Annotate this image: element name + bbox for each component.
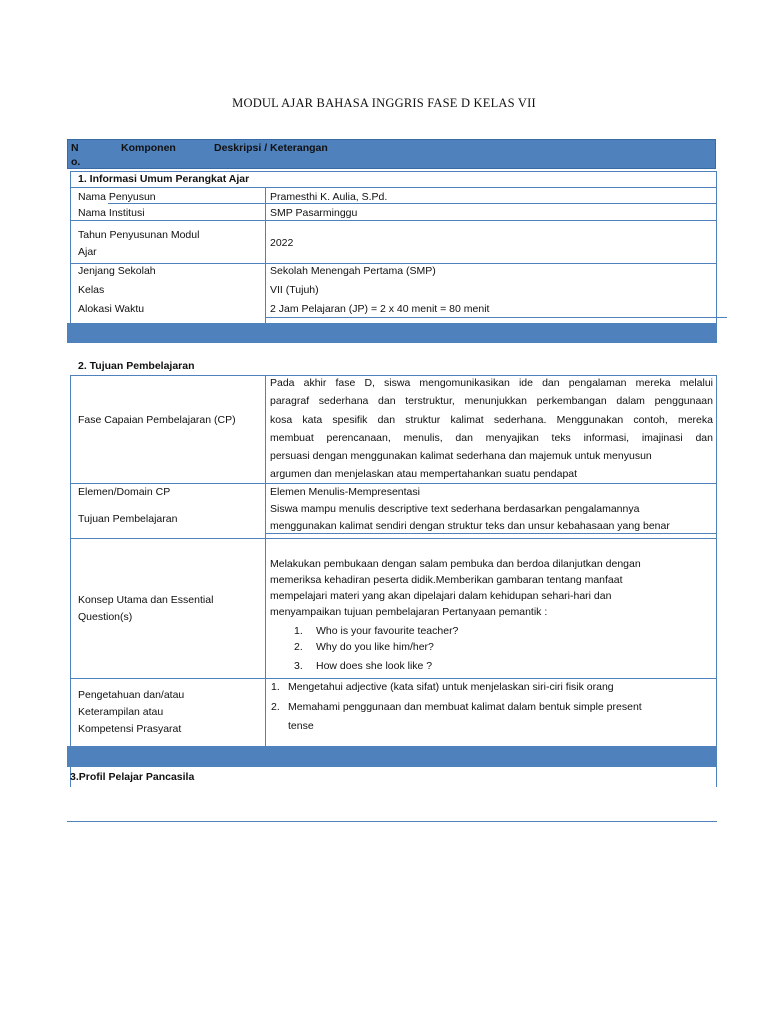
cp-line: membuat perencanaan, menulis, dan menyajikan teks informasi, imajinasi dan	[270, 431, 713, 444]
rule	[716, 375, 717, 746]
cp-line: Pada akhir fase D, siswa mengomunikasikan ide dan pengalaman mereka melalui	[270, 377, 713, 389]
rule	[70, 220, 717, 221]
rule	[70, 678, 717, 679]
cp-line: paragraf sederhana dan terstruktur, menunjukkan perkembangan dalam penggunaan	[270, 395, 713, 408]
header-no-line1: N	[71, 142, 79, 154]
question-text: Why do you like him/her?	[316, 641, 434, 653]
question-number: 1.	[294, 625, 303, 637]
label-nama-penyusun: Nama Penyusun	[78, 191, 156, 203]
document-title: MODUL AJAR BAHASA INGGRIS FASE D KELAS VII	[232, 96, 536, 110]
rule	[265, 317, 727, 318]
table-header	[67, 139, 716, 169]
rule	[716, 767, 717, 787]
konsep-line: memeriksa kehadiran peserta didik.Memberikan gambaran tentang manfaat	[270, 574, 623, 586]
konsep-line: Melakukan pembukaan dengan salam pembuka dan berdoa dilanjutkan dengan	[270, 558, 641, 570]
label-jenjang: Jenjang Sekolah	[78, 265, 156, 277]
value-kelas: VII (Tujuh)	[270, 284, 319, 296]
label-konsep-line1: Konsep Utama dan Essential	[78, 594, 214, 606]
question-text: How does she look like ?	[316, 660, 433, 672]
rule	[70, 375, 71, 746]
prasyarat-number: 2.	[271, 701, 280, 713]
section3-title: 3.Profil Pelajar Pancasila	[70, 771, 195, 783]
prasyarat-item: Mengetahui adjective (kata sifat) untuk menjelaskan siri-ciri fisik orang	[288, 681, 614, 693]
header-no-line2: o.	[71, 156, 81, 168]
value-jenjang: Sekolah Menengah Pertama (SMP)	[270, 265, 436, 277]
rule	[716, 171, 717, 323]
section2-title: 2. Tujuan Pembelajaran	[78, 360, 195, 372]
label-prasyarat-line1: Pengetahuan dan/atau	[78, 689, 185, 701]
label-prasyarat-line3: Kompetensi Prasyarat	[78, 723, 182, 735]
prasyarat-number: 1.	[271, 681, 280, 693]
rule	[70, 538, 717, 539]
header-komponen: Komponen	[121, 142, 176, 154]
rule	[108, 203, 717, 204]
rule	[265, 533, 717, 534]
value-tahun: 2022	[270, 237, 294, 249]
question-text: Who is your favourite teacher?	[316, 625, 459, 637]
value-nama-penyusun: Pramesthi K. Aulia, S.Pd.	[270, 191, 388, 203]
value-elemen: Elemen Menulis-Mempresentasi	[270, 486, 420, 498]
label-nama-institusi: Nama Institusi	[78, 207, 145, 219]
label-tahun-line1: Tahun Penyusunan Modul	[78, 229, 200, 241]
section-divider-bar	[67, 323, 717, 343]
label-konsep-line2: Question(s)	[78, 611, 133, 623]
label-prasyarat-line2: Keterampilan atau	[78, 706, 164, 718]
cp-line: argumen dan menjelaskan atau mempertahankan suatu pendapat	[270, 468, 578, 481]
value-tujuan-line1: Siswa mampu menulis descriptive text sederhana berdasarkan pengalamannya	[270, 503, 640, 515]
label-fase-cp: Fase Capaian Pembelajaran (CP)	[78, 414, 236, 426]
rule	[67, 821, 717, 822]
cp-description	[270, 374, 713, 484]
value-nama-institusi: SMP Pasarminggu	[270, 207, 358, 219]
label-tahun-line2: Ajar	[78, 246, 97, 258]
header-deskripsi: Deskripsi / Keterangan	[214, 142, 328, 154]
label-kelas: Kelas	[78, 284, 105, 296]
label-alokasi: Alokasi Waktu	[78, 303, 145, 315]
question-number: 2.	[294, 641, 303, 653]
rule	[70, 187, 717, 188]
konsep-line: mempelajari materi yang akan dipelajari dalam kehidupan sehari-hari dan	[270, 590, 612, 602]
label-elemen: Elemen/Domain CP	[78, 486, 171, 498]
section1-title: 1. Informasi Umum Perangkat Ajar	[78, 173, 250, 185]
label-tujuan: Tujuan Pembelajaran	[78, 513, 178, 525]
cp-line: persuasi dengan menggunakan kalimat sederhana dan majemuk untuk menyusun	[270, 450, 652, 463]
rule	[70, 171, 71, 323]
prasyarat-item: Memahami penggunaan dan membuat kalimat dalam bentuk simple present	[288, 701, 642, 713]
value-tujuan-line2: menggunakan kalimat sendiri dengan struktur teks dan unsur kebahasaan yang benar	[270, 520, 670, 532]
section-divider-bar	[67, 746, 717, 767]
rule	[265, 187, 266, 323]
cp-line: kosa kata spesifik dan struktur kalimat sederhana. Menggunakan contoh, mereka	[270, 413, 713, 426]
rule	[265, 375, 266, 746]
question-number: 3.	[294, 660, 303, 672]
value-alokasi: 2 Jam Pelajaran (JP) = 2 x 40 menit = 80 menit	[270, 303, 490, 315]
konsep-line: menyampaikan tujuan pembelajaran Pertanyaan pemantik :	[270, 606, 548, 618]
prasyarat-item: tense	[288, 720, 314, 732]
